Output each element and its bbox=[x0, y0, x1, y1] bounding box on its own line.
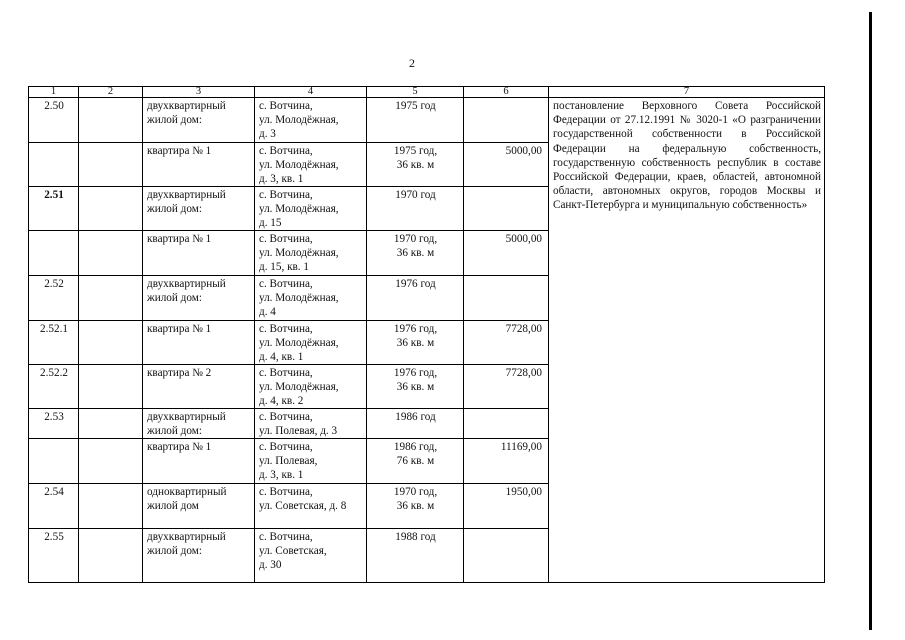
year-area-cell-line: 1986 год, bbox=[393, 441, 438, 453]
address-cell bbox=[255, 484, 367, 529]
column-2-cell bbox=[79, 143, 143, 187]
object-type-cell bbox=[143, 529, 255, 583]
page-number: 2 bbox=[409, 56, 415, 70]
address-cell-line: ул. Молодёжная, bbox=[259, 292, 339, 304]
header-cell-4: 4 bbox=[255, 87, 367, 98]
object-type-cell-line: двухквартирный bbox=[147, 531, 226, 543]
column-2-cell bbox=[79, 231, 143, 276]
column-2-cell bbox=[79, 529, 143, 583]
object-type-cell-line: жилой дом bbox=[147, 500, 199, 512]
year-area-cell-line: 1988 год bbox=[395, 531, 436, 543]
scan-edge-bar bbox=[869, 12, 872, 630]
year-area-cell-line: 1970 год, bbox=[393, 486, 438, 498]
address-cell-line: ул. Молодёжная, bbox=[259, 203, 339, 215]
cost-cell: 5000,00 bbox=[464, 231, 549, 276]
object-type-cell-line: квартира № 2 bbox=[147, 367, 212, 379]
object-type-cell-line: двухквартирный bbox=[147, 411, 226, 423]
header-cell-2: 2 bbox=[79, 87, 143, 98]
year-area-cell-line: 1976 год, bbox=[393, 323, 438, 335]
address-cell-line: ул. Молодёжная, bbox=[259, 247, 339, 259]
address-cell-line: с. Вотчина, bbox=[259, 486, 313, 498]
address-cell bbox=[255, 231, 367, 276]
item-number-cell: 2.52 bbox=[29, 276, 79, 321]
address-cell bbox=[255, 321, 367, 365]
object-type-cell-line: квартира № 1 bbox=[147, 323, 212, 335]
address-cell-line: ул. Советская, д. 8 bbox=[259, 500, 347, 512]
address-cell bbox=[255, 529, 367, 583]
address-cell-line: с. Вотчина, bbox=[259, 145, 313, 157]
column-2-cell bbox=[79, 409, 143, 439]
year-area-cell-line: 36 кв. м bbox=[396, 500, 435, 512]
address-cell-line: ул. Молодёжная, bbox=[259, 381, 339, 393]
year-area-cell bbox=[367, 529, 464, 583]
object-type-cell bbox=[143, 365, 255, 409]
address-cell bbox=[255, 187, 367, 231]
address-cell bbox=[255, 439, 367, 484]
item-number-cell bbox=[29, 439, 79, 484]
year-area-cell bbox=[367, 439, 464, 484]
object-type-cell-line: двухквартирный bbox=[147, 100, 226, 112]
cost-cell bbox=[464, 187, 549, 231]
cost-cell: 7728,00 bbox=[464, 321, 549, 365]
year-area-cell bbox=[367, 409, 464, 439]
year-area-cell bbox=[367, 98, 464, 143]
cost-cell bbox=[464, 98, 549, 143]
object-type-cell-line: квартира № 1 bbox=[147, 441, 212, 453]
address-cell-line: д. 4, кв. 1 bbox=[259, 351, 304, 363]
header-cell-3: 3 bbox=[143, 87, 255, 98]
property-table bbox=[28, 86, 825, 583]
address-cell bbox=[255, 276, 367, 321]
column-2-cell bbox=[79, 439, 143, 484]
header-cell-5: 5 bbox=[367, 87, 464, 98]
address-cell-line: д. 3, кв. 1 bbox=[259, 173, 304, 185]
address-cell bbox=[255, 365, 367, 409]
item-number-cell: 2.54 bbox=[29, 484, 79, 529]
object-type-cell-line: жилой дом: bbox=[147, 545, 202, 557]
address-cell-line: ул. Полевая, bbox=[259, 455, 318, 467]
year-area-cell bbox=[367, 321, 464, 365]
cost-cell: 11169,00 bbox=[464, 439, 549, 484]
address-cell bbox=[255, 98, 367, 143]
year-area-cell bbox=[367, 484, 464, 529]
address-cell-line: д. 4 bbox=[259, 306, 276, 318]
address-cell-line: ул. Полевая, д. 3 bbox=[259, 425, 338, 437]
cost-cell bbox=[464, 529, 549, 583]
object-type-cell-line: квартира № 1 bbox=[147, 233, 212, 245]
object-type-cell-line: двухквартирный bbox=[147, 189, 226, 201]
object-type-cell-line: жилой дом: bbox=[147, 114, 202, 126]
address-cell bbox=[255, 409, 367, 439]
year-area-cell-line: 1986 год bbox=[395, 411, 436, 423]
item-number-cell bbox=[29, 231, 79, 276]
column-2-cell bbox=[79, 484, 143, 529]
year-area-cell-line: 1970 год, bbox=[393, 233, 438, 245]
legal-basis-cell: постановление Верховного Совета Российской Федерации от 27.12.1991 № 3020-1 «О разграничении государственной собственности в Российской Федерации на федеральную собственность, государственную собственность республик в составе Российской Федерации, краев, областей, автономной области, автономных округов, городов Москвы и Санкт-Петербурга и муниципальную собственность» bbox=[549, 98, 825, 583]
address-cell-line: ул. Молодёжная, bbox=[259, 114, 339, 126]
column-2-cell bbox=[79, 321, 143, 365]
object-type-cell-line: жилой дом: bbox=[147, 292, 202, 304]
object-type-cell bbox=[143, 409, 255, 439]
address-cell-line: с. Вотчина, bbox=[259, 367, 313, 379]
address-cell-line: д. 15, кв. 1 bbox=[259, 261, 309, 273]
column-2-cell bbox=[79, 98, 143, 143]
address-cell-line: с. Вотчина, bbox=[259, 411, 313, 423]
item-number-cell: 2.51 bbox=[29, 187, 79, 231]
object-type-cell bbox=[143, 231, 255, 276]
year-area-cell-line: 1976 год bbox=[395, 278, 436, 290]
object-type-cell bbox=[143, 276, 255, 321]
year-area-cell-line: 1970 год bbox=[395, 189, 436, 201]
table-row bbox=[29, 98, 825, 143]
address-cell-line: ул. Молодёжная, bbox=[259, 159, 339, 171]
address-cell-line: д. 4, кв. 2 bbox=[259, 395, 304, 407]
object-type-cell-line: жилой дом: bbox=[147, 425, 202, 437]
item-number-cell bbox=[29, 143, 79, 187]
address-cell-line: д. 3 bbox=[259, 128, 276, 140]
column-2-cell bbox=[79, 365, 143, 409]
cost-cell: 1950,00 bbox=[464, 484, 549, 529]
object-type-cell bbox=[143, 439, 255, 484]
year-area-cell-line: 1976 год, bbox=[393, 367, 438, 379]
year-area-cell-line: 36 кв. м bbox=[396, 381, 435, 393]
year-area-cell-line: 1975 год, bbox=[393, 145, 438, 157]
address-cell-line: с. Вотчина, bbox=[259, 441, 313, 453]
address-cell-line: ул. Молодёжная, bbox=[259, 337, 339, 349]
cost-cell bbox=[464, 409, 549, 439]
item-number-cell: 2.50 bbox=[29, 98, 79, 143]
column-2-cell bbox=[79, 187, 143, 231]
column-2-cell bbox=[79, 276, 143, 321]
address-cell-line: с. Вотчина, bbox=[259, 323, 313, 335]
object-type-cell bbox=[143, 321, 255, 365]
year-area-cell bbox=[367, 365, 464, 409]
object-type-cell bbox=[143, 187, 255, 231]
object-type-cell bbox=[143, 98, 255, 143]
year-area-cell-line: 1975 год bbox=[395, 100, 436, 112]
address-cell-line: с. Вотчина, bbox=[259, 189, 313, 201]
item-number-cell: 2.53 bbox=[29, 409, 79, 439]
address-cell-line: с. Вотчина, bbox=[259, 531, 313, 543]
object-type-cell bbox=[143, 143, 255, 187]
address-cell-line: д. 30 bbox=[259, 559, 282, 571]
address-cell bbox=[255, 143, 367, 187]
year-area-cell-line: 36 кв. м bbox=[396, 337, 435, 349]
item-number-cell: 2.55 bbox=[29, 529, 79, 583]
year-area-cell bbox=[367, 143, 464, 187]
object-type-cell-line: жилой дом: bbox=[147, 203, 202, 215]
address-cell-line: д. 3, кв. 1 bbox=[259, 469, 304, 481]
address-cell-line: ул. Советская, bbox=[259, 545, 327, 557]
item-number-cell: 2.52.1 bbox=[29, 321, 79, 365]
cost-cell: 7728,00 bbox=[464, 365, 549, 409]
object-type-cell-line: одноквартирный bbox=[147, 486, 227, 498]
year-area-cell bbox=[367, 276, 464, 321]
year-area-cell-line: 36 кв. м bbox=[396, 247, 435, 259]
header-row bbox=[29, 87, 825, 98]
year-area-cell bbox=[367, 231, 464, 276]
cost-cell: 5000,00 bbox=[464, 143, 549, 187]
header-cell-6: 6 bbox=[464, 87, 549, 98]
address-cell-line: д. 15 bbox=[259, 217, 282, 229]
object-type-cell bbox=[143, 484, 255, 529]
address-cell-line: с. Вотчина, bbox=[259, 100, 313, 112]
cost-cell bbox=[464, 276, 549, 321]
header-cell-7: 7 bbox=[549, 87, 825, 98]
header-cell-1: 1 bbox=[29, 87, 79, 98]
object-type-cell-line: квартира № 1 bbox=[147, 145, 212, 157]
year-area-cell bbox=[367, 187, 464, 231]
year-area-cell-line: 76 кв. м bbox=[396, 455, 435, 467]
address-cell-line: с. Вотчина, bbox=[259, 278, 313, 290]
object-type-cell-line: двухквартирный bbox=[147, 278, 226, 290]
year-area-cell-line: 36 кв. м bbox=[396, 159, 435, 171]
item-number-cell: 2.52.2 bbox=[29, 365, 79, 409]
address-cell-line: с. Вотчина, bbox=[259, 233, 313, 245]
